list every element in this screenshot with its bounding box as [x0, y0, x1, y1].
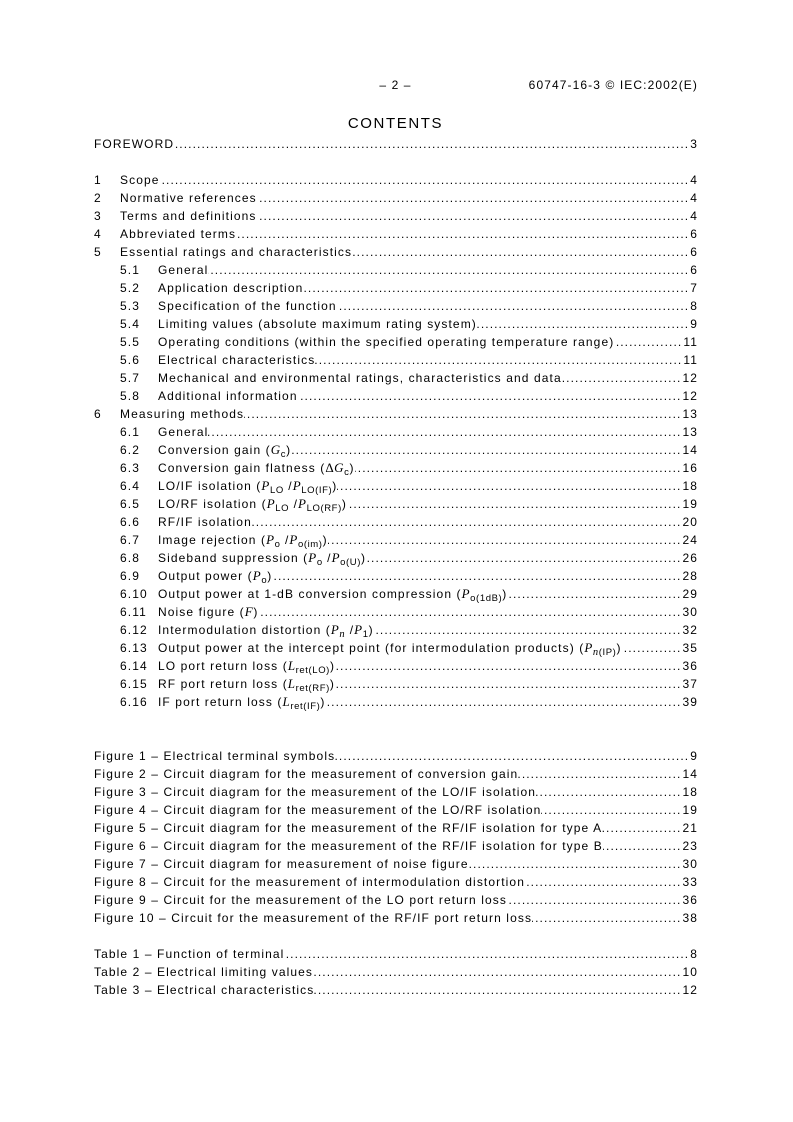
math-subscript: LO(IF) [301, 485, 333, 496]
entry-title [158, 585, 507, 603]
entry-title-text: / [322, 551, 332, 565]
entry-page-number: 39 [682, 695, 698, 709]
dot-leader [298, 387, 683, 405]
entry-page-number: 23 [682, 839, 698, 853]
entry-page-number: 18 [682, 479, 698, 493]
entry-title: Measuring methods [120, 407, 245, 421]
entry-title-text: ) [341, 497, 347, 511]
section-number: 6.10 [120, 587, 148, 601]
entry-title: Scope [120, 173, 160, 187]
entry-page-number: 4 [690, 191, 698, 205]
toc-section-entry [94, 351, 697, 369]
entry-page-number: 6 [690, 227, 698, 241]
entry-title [158, 441, 291, 459]
entry-page-number: 33 [682, 875, 698, 889]
table-list [94, 945, 697, 999]
math-variable: F [244, 604, 254, 619]
entry-title: Table 2 – Electrical limiting values [94, 965, 314, 979]
section-list [94, 171, 697, 711]
section-number: 1 [94, 173, 102, 187]
entry-page-number: 7 [690, 281, 698, 295]
toc-section-entry [94, 567, 697, 585]
dot-leader [532, 909, 682, 927]
toc-figure-entry [94, 855, 697, 873]
entry-title: Figure 8 – Circuit for the measurement of intermodulation distortion [94, 875, 525, 889]
section-number: 5.7 [120, 371, 140, 385]
section-number: 6.14 [120, 659, 148, 673]
dot-leader [562, 369, 683, 387]
dot-leader [374, 621, 683, 639]
entry-page-number: 14 [682, 767, 698, 781]
math-subscript: LO(RF) [306, 503, 342, 514]
toc-figure-entry [94, 801, 697, 819]
entry-title-text: Noise figure ( [158, 605, 245, 619]
dot-leader [291, 441, 682, 459]
entry-title-text: Output power ( [158, 569, 253, 583]
dot-leader [328, 531, 683, 549]
dot-leader [507, 585, 682, 603]
math-subscript: LO [269, 485, 284, 496]
math-subscript: (IP) [598, 647, 617, 658]
entry-title [158, 621, 374, 639]
entry-title-text: Image rejection ( [158, 533, 267, 547]
math-variable: P [252, 568, 262, 583]
toc-figure-entry [94, 765, 697, 783]
entry-title: Figure 10 – Circuit for the measurement of the RF/IF port return loss [94, 911, 533, 925]
section-number: 5 [94, 245, 102, 259]
entry-title [158, 549, 366, 567]
entry-page-number: 13 [682, 425, 698, 439]
math-subscript: o(U) [340, 557, 362, 568]
entry-page-number: 24 [682, 533, 698, 547]
math-variable: L [287, 658, 296, 673]
entry-title-text: Output power at 1-dB conversion compression ( [158, 587, 462, 601]
entry-page-number: 10 [682, 965, 698, 979]
math-subscript: o(im) [297, 539, 323, 550]
math-variable: P [266, 532, 275, 547]
toc-section-entry [94, 441, 697, 459]
section-number: 6.11 [120, 605, 147, 619]
section-number: 2 [94, 191, 102, 205]
entry-page-number: 21 [682, 821, 698, 835]
math-subscript: o [261, 575, 268, 586]
table-of-contents [94, 135, 697, 999]
section-number: 6.3 [120, 461, 140, 475]
toc-section-entry [94, 495, 697, 513]
entry-title-text: ) [286, 443, 292, 457]
dot-leader [622, 639, 683, 657]
entry-title: Figure 5 – Circuit diagram for the measurement of the RF/IF isolation for type A [94, 821, 603, 835]
entry-title-text: ) [368, 623, 374, 637]
entry-title-text: ) [253, 605, 259, 619]
entry-title-text: / [289, 497, 299, 511]
entry-title: Figure 3 – Circuit diagram for the measurement of the LO/IF isolation [94, 785, 537, 799]
dot-leader [469, 855, 683, 873]
entry-page-number: 32 [682, 623, 698, 637]
entry-title [158, 693, 325, 711]
math-variable: L [287, 676, 296, 691]
entry-page-number: 29 [682, 587, 698, 601]
toc-section-entry [94, 261, 697, 279]
dot-leader [352, 243, 690, 261]
section-number: 5.6 [120, 353, 140, 367]
toc-table-entry [94, 945, 697, 963]
math-variable: P [298, 496, 307, 511]
toc-section-entry [94, 693, 697, 711]
toc-section-entry [94, 207, 697, 225]
toc-section-entry [94, 621, 697, 639]
entry-page-number: 19 [682, 803, 698, 817]
section-number: 5.4 [120, 317, 140, 331]
section-number: 6.5 [120, 497, 140, 511]
toc-section-entry [94, 585, 697, 603]
entry-page-number: 18 [682, 785, 698, 799]
entry-page-number: 3 [690, 137, 698, 151]
dot-leader [257, 207, 691, 225]
dot-leader [337, 297, 691, 315]
section-number: 6.8 [120, 551, 140, 565]
toc-figure-entry [94, 873, 697, 891]
entry-title: Figure 1 – Electrical terminal symbols [94, 749, 336, 763]
entry-page-number: 11 [683, 335, 698, 349]
math-variable: P [289, 532, 298, 547]
entry-title [158, 459, 355, 477]
dot-leader [477, 315, 690, 333]
toc-section-entry [94, 369, 697, 387]
section-number: 6 [94, 407, 102, 421]
math-subscript: o(1dB) [470, 593, 503, 604]
entry-page-number: 36 [682, 659, 698, 673]
entry-title: Essential ratings and characteristics [120, 245, 353, 259]
toc-section-entry [94, 171, 697, 189]
toc-figure-entry [94, 783, 697, 801]
entry-title-text: ) [502, 587, 508, 601]
toc-section-entry [94, 531, 697, 549]
toc-foreword-entry [94, 135, 697, 153]
entry-title-text: ) [329, 677, 336, 691]
section-number: 6.9 [120, 569, 140, 583]
section-number: 5.3 [120, 299, 140, 313]
math-subscript-variable: n [592, 647, 599, 658]
entry-page-number: 36 [682, 893, 698, 907]
dot-leader [335, 747, 690, 765]
entry-page-number: 26 [682, 551, 698, 565]
entry-page-number: 8 [690, 299, 698, 313]
entry-title: General [158, 425, 209, 439]
section-number: 5.2 [120, 281, 140, 295]
entry-page-number: 8 [690, 947, 698, 961]
page-header [94, 76, 697, 94]
math-symbol: Δ [325, 460, 335, 475]
toc-table-entry [94, 981, 697, 999]
math-variable: P [330, 622, 340, 637]
section-number: 5.8 [120, 389, 140, 403]
dot-leader [337, 477, 682, 495]
dot-leader [272, 567, 682, 585]
math-subscript: ret(IF) [290, 701, 321, 712]
toc-figure-entry [94, 909, 697, 927]
toc-section-entry [94, 477, 697, 495]
toc-section-entry [94, 387, 697, 405]
section-number: 5.1 [120, 263, 140, 277]
dot-leader [355, 459, 683, 477]
entry-title [158, 639, 622, 657]
dot-leader [518, 765, 682, 783]
dot-leader [525, 873, 682, 891]
entry-title-text: ) [267, 569, 273, 583]
entry-title-text: LO/IF isolation ( [158, 479, 262, 493]
toc-section-entry [94, 315, 697, 333]
entry-title-text: LO port return loss ( [158, 659, 288, 673]
entry-title-text: / [283, 479, 293, 493]
toc-section-entry [94, 189, 697, 207]
entry-page-number: 4 [690, 209, 698, 223]
toc-section-entry [94, 243, 697, 261]
dot-leader [536, 783, 682, 801]
math-variable: P [261, 478, 270, 493]
entry-title: Table 3 – Electrical characteristics [94, 983, 315, 997]
entry-page-number: 19 [682, 497, 698, 511]
entry-title-text: ) [332, 479, 338, 493]
entry-page-number: 20 [682, 515, 698, 529]
entry-title: Application description [158, 281, 304, 295]
section-number: 6.13 [120, 641, 148, 655]
dot-leader [257, 189, 691, 207]
toc-figure-entry [94, 819, 697, 837]
math-subscript: c [344, 467, 350, 478]
math-variable: P [292, 478, 302, 493]
entry-title [158, 531, 328, 549]
section-number: 5.5 [120, 335, 140, 349]
entry-page-number: 4 [690, 173, 698, 187]
entry-title [158, 477, 337, 495]
document-reference: 60747-16-3 © IEC:2002(E) [528, 78, 698, 92]
entry-title: Figure 4 – Circuit diagram for the measurement of the LO/RF isolation [94, 803, 542, 817]
math-subscript: o [316, 557, 323, 568]
page-number-label: – 2 – [379, 78, 412, 92]
entry-title-text: ) [320, 695, 326, 709]
math-subscript: ret(LO) [295, 665, 330, 676]
section-number: 6.7 [120, 533, 140, 547]
entry-title-text: ) [329, 659, 336, 673]
entry-title [158, 567, 272, 585]
toc-table-entry [94, 963, 697, 981]
entry-title [158, 657, 335, 675]
toc-section-entry [94, 333, 697, 351]
entry-title-text: Intermodulation distortion ( [158, 623, 331, 637]
entry-title-text: ) [322, 533, 328, 547]
entry-title: Terms and definitions [120, 209, 257, 223]
dot-leader [507, 891, 682, 909]
math-subscript: LO [275, 503, 290, 514]
entry-page-number: 30 [682, 857, 698, 871]
entry-title: Normative references [120, 191, 257, 205]
dot-leader [160, 171, 691, 189]
entry-title-text: IF port return loss ( [158, 695, 283, 709]
dot-leader [252, 513, 683, 531]
section-number: 6.6 [120, 515, 140, 529]
entry-page-number: 6 [690, 263, 698, 277]
entry-page-number: 13 [682, 407, 698, 421]
dot-leader [315, 351, 683, 369]
entry-page-number: 30 [682, 605, 698, 619]
dot-leader [366, 549, 682, 567]
entry-page-number: 16 [682, 461, 698, 475]
dot-leader [208, 261, 690, 279]
toc-section-entry [94, 513, 697, 531]
entry-page-number: 14 [682, 443, 698, 457]
entry-page-number: 11 [683, 353, 698, 367]
section-number: 3 [94, 209, 102, 223]
entry-title-text: / [280, 533, 290, 547]
dot-leader [325, 693, 682, 711]
math-subscript: 1 [362, 629, 369, 640]
section-number: 6.4 [120, 479, 140, 493]
dot-leader [284, 945, 690, 963]
entry-page-number: 12 [682, 389, 698, 403]
dot-leader [313, 963, 682, 981]
section-number: 6.2 [120, 443, 140, 457]
dot-leader [335, 657, 682, 675]
toc-section-entry [94, 225, 697, 243]
entry-title-text: ) [616, 641, 622, 655]
toc-figure-entry [94, 837, 697, 855]
math-variable: P [354, 622, 363, 637]
toc-section-entry [94, 657, 697, 675]
toc-figure-entry [94, 747, 697, 765]
entry-title-text: LO/RF isolation ( [158, 497, 267, 511]
entry-page-number: 35 [682, 641, 698, 655]
entry-title-text: Sideband suppression ( [158, 551, 309, 565]
section-number: 6.15 [120, 677, 148, 691]
entry-page-number: 9 [690, 317, 698, 331]
entry-page-number: 6 [690, 245, 698, 259]
entry-page-number: 9 [690, 749, 698, 763]
entry-title: Figure 7 – Circuit diagram for measurement of noise figure [94, 857, 469, 871]
toc-figure-entry [94, 891, 697, 909]
math-variable: L [282, 694, 291, 709]
entry-title: General [158, 263, 209, 277]
dot-leader [303, 279, 690, 297]
entry-title-text: RF port return loss ( [158, 677, 288, 691]
toc-section-entry [94, 405, 697, 423]
entry-title: Operating conditions (within the specified operating temperature range) [158, 335, 615, 349]
dot-leader [236, 225, 690, 243]
entry-page-number: 38 [682, 911, 698, 925]
toc-section-entry [94, 279, 697, 297]
math-subscript: ret(RF) [295, 683, 330, 694]
toc-section-entry [94, 639, 697, 657]
toc-section-entry [94, 549, 697, 567]
math-subscript-variable: n [339, 629, 346, 640]
math-variable: P [266, 496, 276, 511]
entry-title-text: Conversion gain flatness ( [158, 461, 326, 475]
entry-title: FOREWORD [94, 137, 175, 151]
entry-title: Figure 2 – Circuit diagram for the measurement of conversion gain [94, 767, 519, 781]
entry-title [158, 495, 347, 513]
toc-section-entry [94, 603, 697, 621]
entry-title: Additional information [158, 389, 298, 403]
entry-title [158, 675, 335, 693]
toc-section-entry [94, 459, 697, 477]
entry-title: Figure 6 – Circuit diagram for the measurement of the RF/IF isolation for type B [94, 839, 603, 853]
dot-leader [174, 135, 690, 153]
dot-leader [244, 405, 682, 423]
math-variable: P [308, 550, 317, 565]
entry-title-text: ) [361, 551, 367, 565]
dot-leader [603, 837, 683, 855]
math-subscript: c [280, 449, 287, 460]
entry-title: Limiting values (absolute maximum rating system) [158, 317, 477, 331]
entry-title: Figure 9 – Circuit for the measurement of the LO port return loss [94, 893, 507, 907]
contents-heading: CONTENTS [347, 115, 444, 132]
entry-title [158, 603, 258, 621]
math-variable: G [270, 442, 281, 457]
dot-leader [335, 675, 682, 693]
dot-leader [208, 423, 682, 441]
math-variable: G [334, 460, 345, 475]
math-subscript: o [274, 539, 281, 550]
figure-list [94, 747, 697, 927]
dot-leader [541, 801, 682, 819]
entry-page-number: 12 [682, 983, 698, 997]
toc-section-entry [94, 297, 697, 315]
section-number: 6.12 [120, 623, 148, 637]
dot-leader [314, 981, 682, 999]
entry-title: Specification of the function [158, 299, 337, 313]
toc-section-entry [94, 423, 697, 441]
entry-title: Electrical characteristics [158, 353, 316, 367]
dot-leader [347, 495, 682, 513]
math-variable: P [584, 640, 593, 655]
entry-title: Abbreviated terms [120, 227, 237, 241]
entry-title: RF/IF isolation [158, 515, 252, 529]
entry-title: Mechanical and environmental ratings, characteristics and data [158, 371, 562, 385]
entry-page-number: 12 [682, 371, 698, 385]
entry-page-number: 37 [682, 677, 698, 691]
entry-page-number: 28 [682, 569, 698, 583]
section-number: 6.1 [120, 425, 140, 439]
entry-title-text: ) [349, 461, 355, 475]
entry-title-text: Conversion gain ( [158, 443, 271, 457]
math-variable: P [331, 550, 341, 565]
dot-leader [602, 819, 682, 837]
section-number: 6.16 [120, 695, 148, 709]
math-variable: P [461, 586, 471, 601]
toc-section-entry [94, 675, 697, 693]
entry-title-text: Output power at the intercept point (for intermodulation products) ( [158, 641, 585, 655]
dot-leader [258, 603, 682, 621]
entry-title: Table 1 – Function of terminal [94, 947, 285, 961]
dot-leader [614, 333, 683, 351]
entry-title-text: / [345, 623, 355, 637]
section-number: 4 [94, 227, 102, 241]
